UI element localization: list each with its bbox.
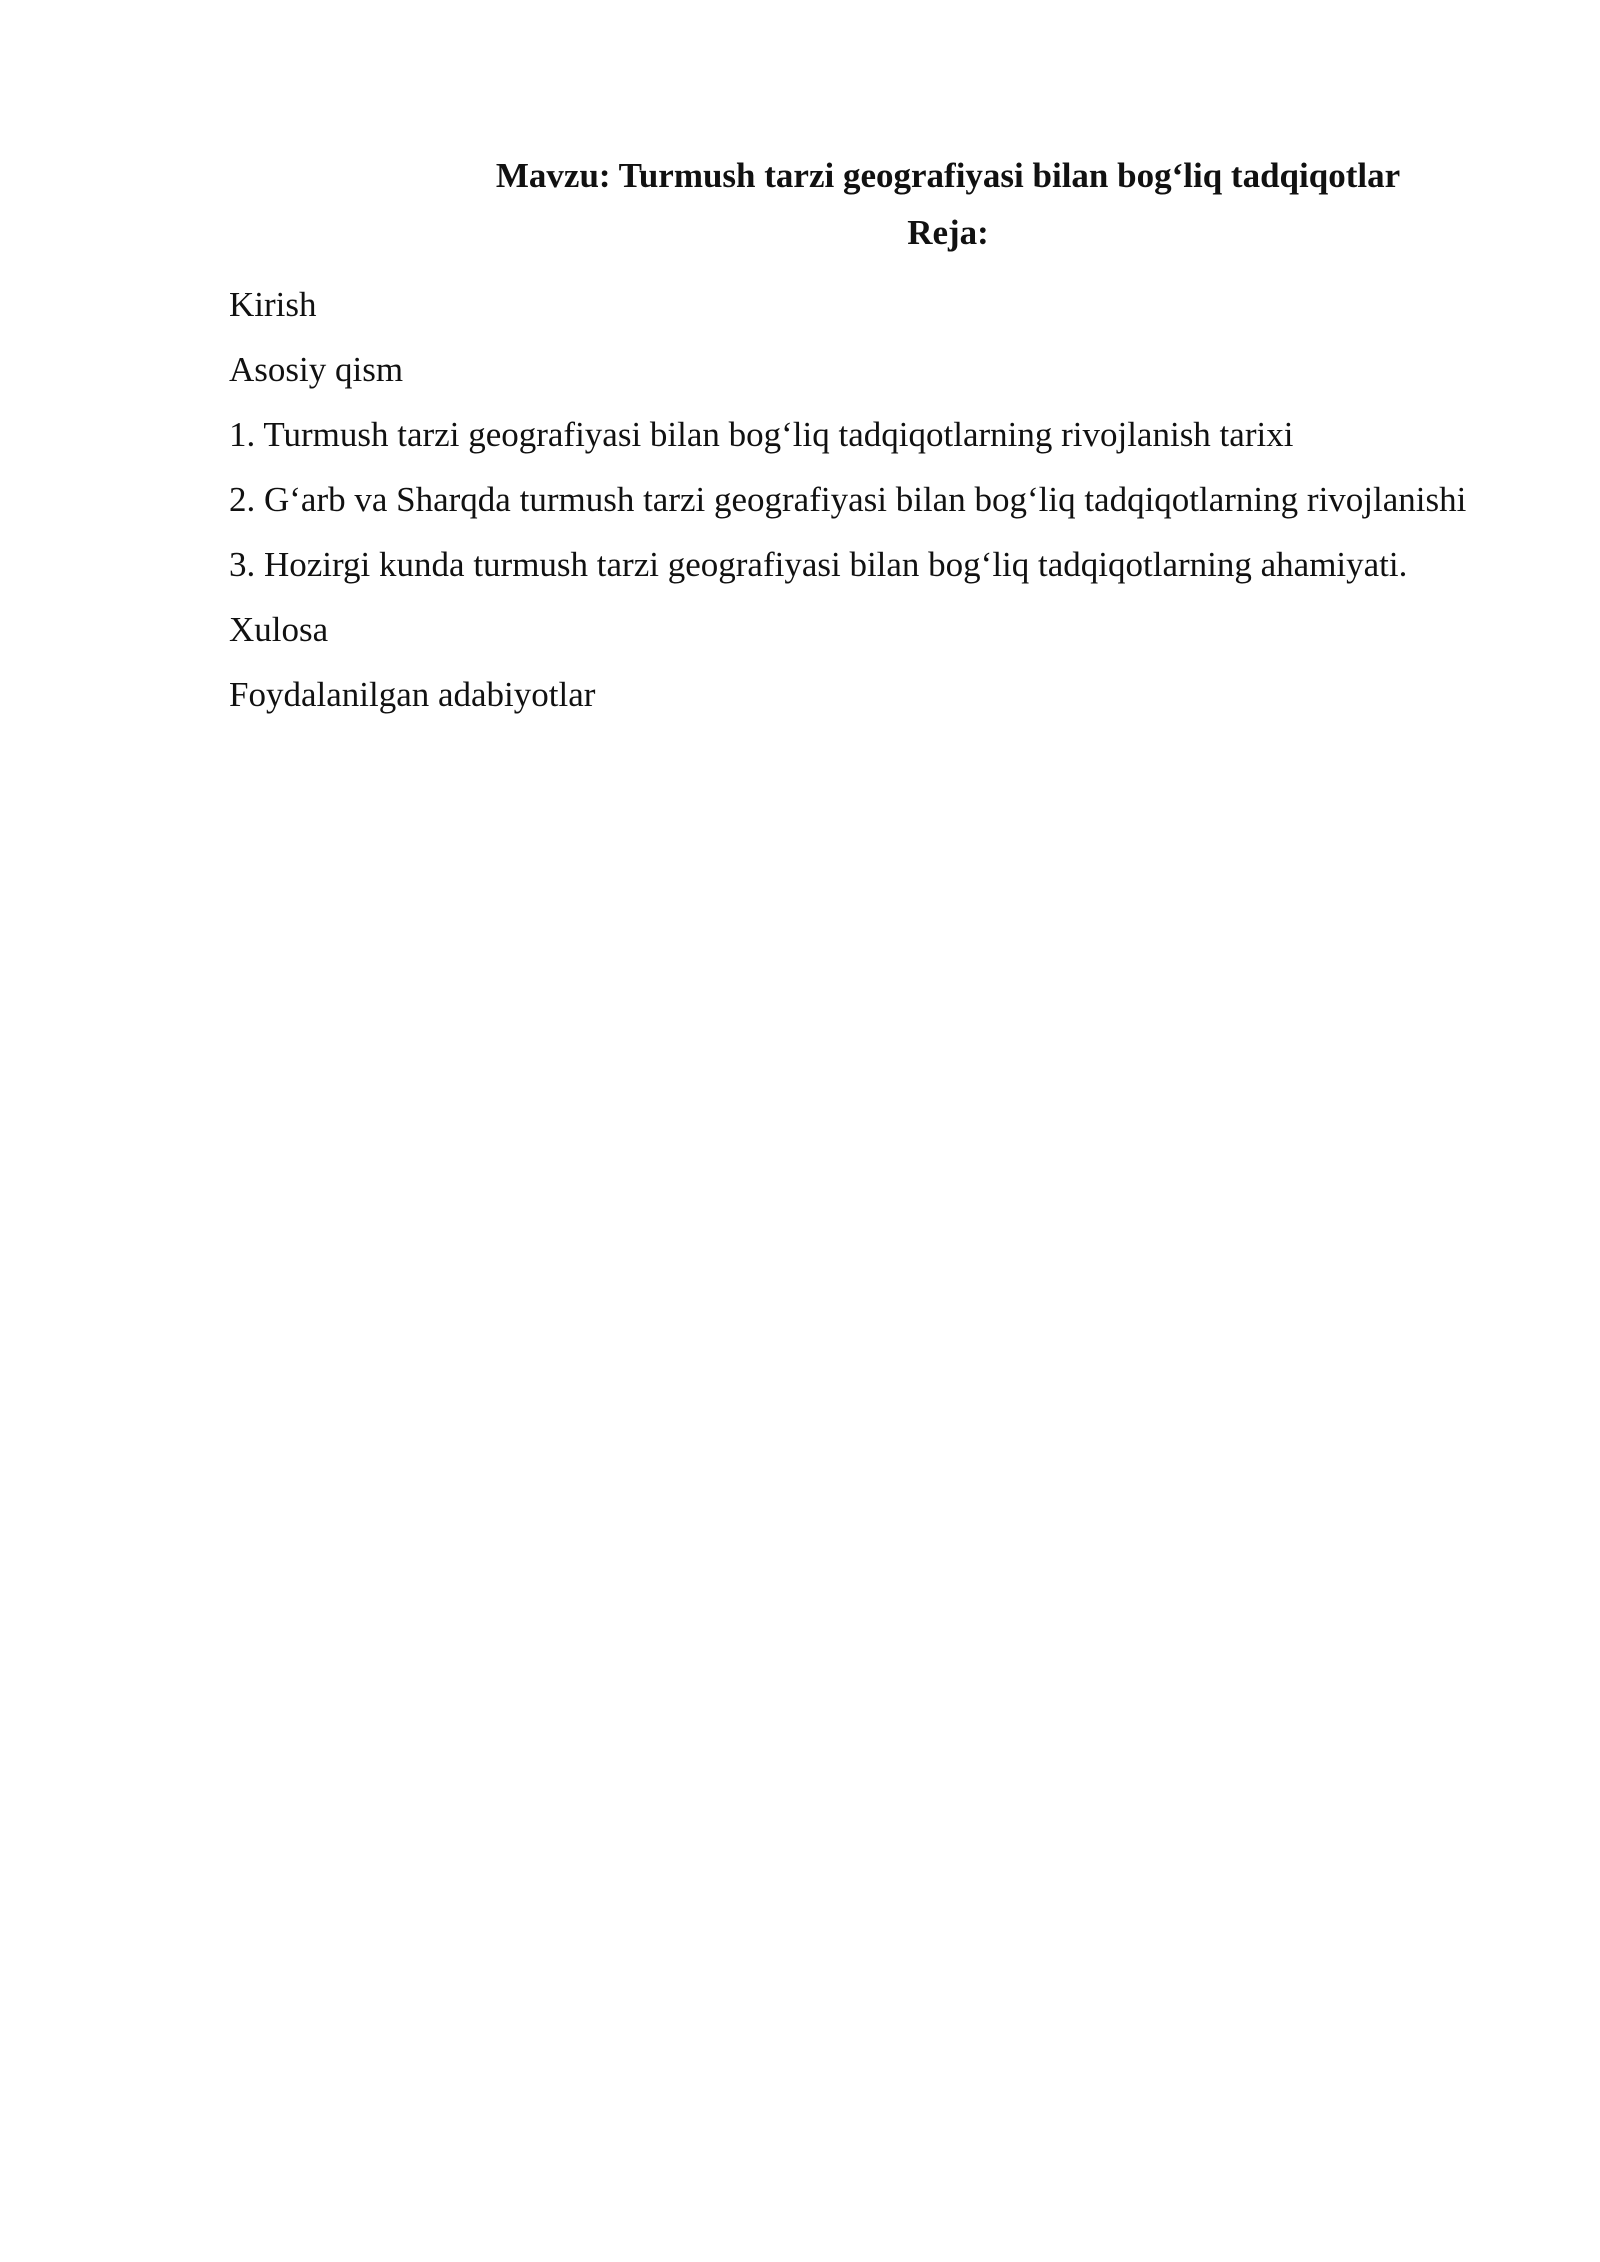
plan-item-main-part: Asosiy qism (229, 350, 404, 389)
document-content (229, 148, 1487, 727)
plan-item-3: 3. Hozirgi kunda turmush tarzi geografiyasi bilan bog‘liq tadqiqotlarning ahamiyati. (229, 545, 1408, 584)
plan-item-conclusion: Xulosa (229, 610, 329, 649)
plan-heading: Reja: (907, 213, 989, 252)
plan-item-1: 1. Turmush tarzi geografiyasi bilan bog‘liq tadqiqotlarning rivojlanish tarixi (229, 415, 1294, 454)
plan-item-2: 2. G‘arb va Sharqda turmush tarzi geografiyasi bilan bog‘liq tadqiqotlarning rivojlanishi (229, 480, 1467, 519)
document-title: Mavzu: Turmush tarzi geografiyasi bilan bog‘liq tadqiqotlar (495, 156, 1401, 195)
plan-item-intro: Kirish (229, 285, 317, 324)
plan-item-references: Foydalanilgan adabiyotlar (229, 675, 596, 714)
